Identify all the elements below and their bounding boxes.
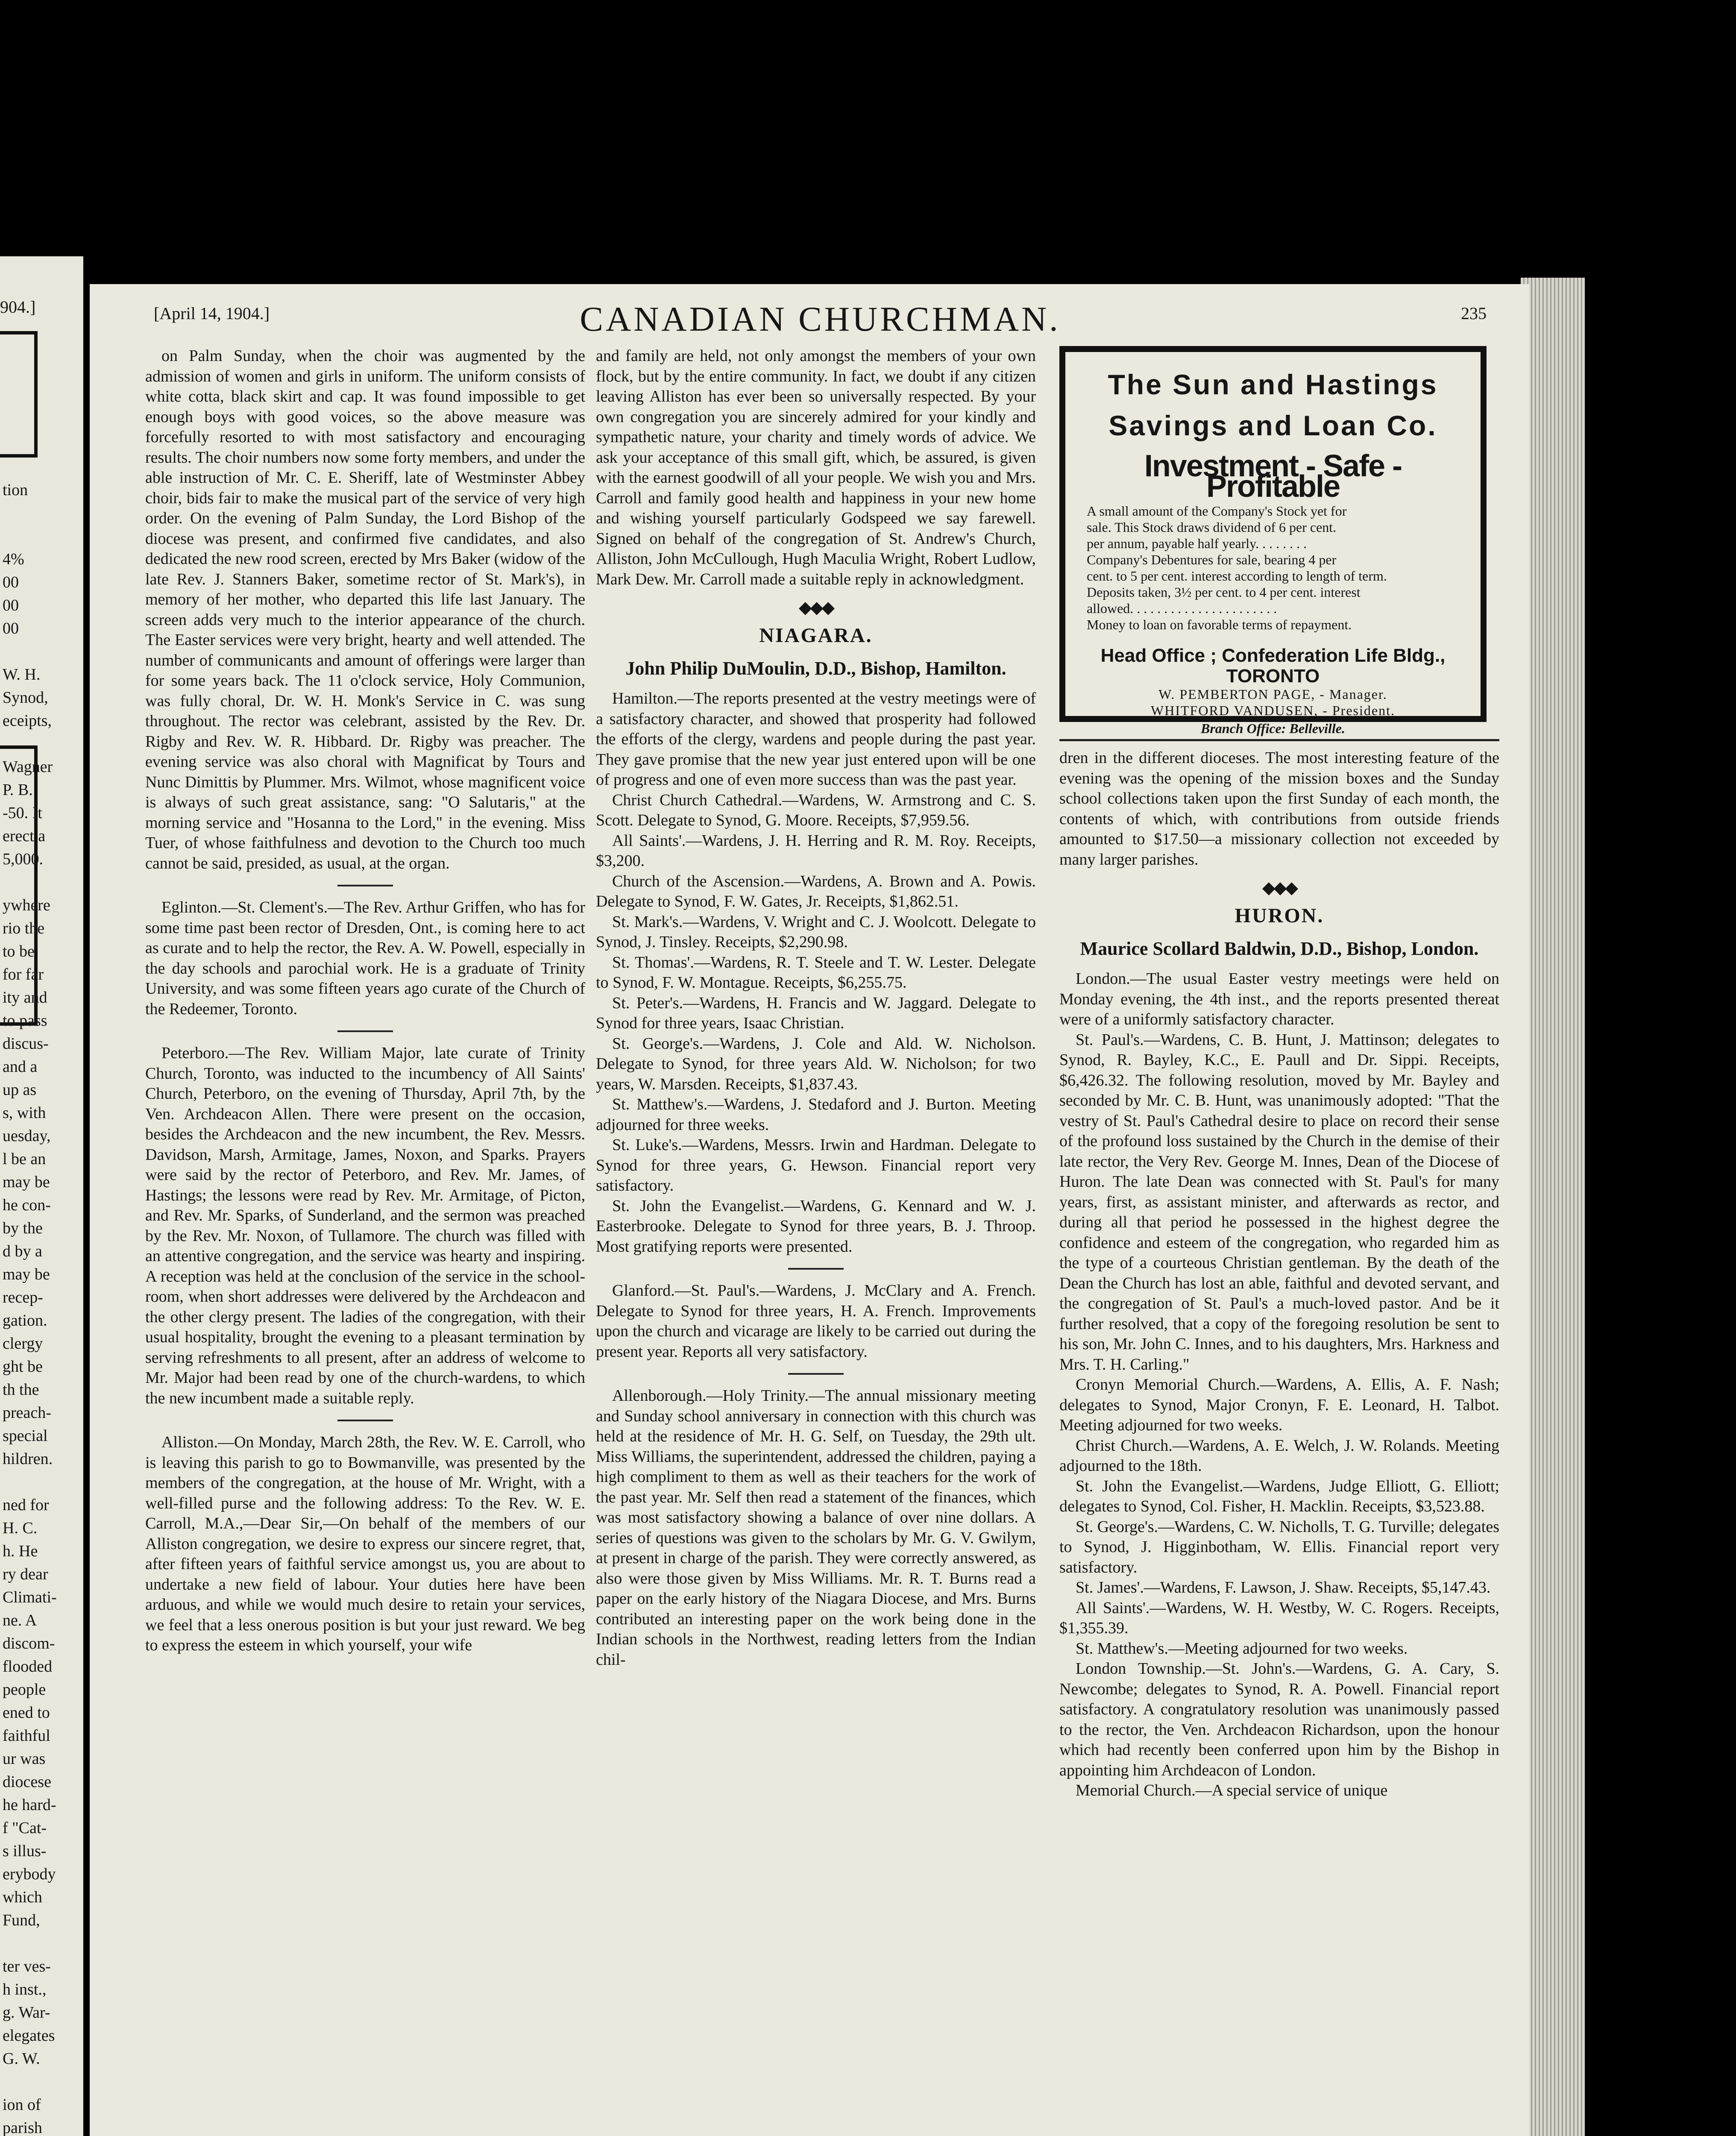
text-fragment: Fund, [3,1911,40,1929]
article-paragraph: St. James'.—Wardens, F. Lawson, J. Shaw. Receipts, $5,147.43. [1076,1579,1491,1596]
ornament-divider: ◆◆◆ [798,598,833,617]
section-rule [1059,739,1499,741]
vestry-reports [1059,969,1499,1801]
text-fragment: discom- [3,1634,55,1652]
diocese-heading: HURON. [1235,904,1324,927]
text-fragment: gation. [3,1312,47,1329]
section-divider [788,1373,844,1375]
article-paragraph: Hamilton.—The reports presented at the vestry meetings were of a satisfactory character, and showed that prosperity had followed the efforts of the clergy, wardens and people during the past year. They gave promise that the new year just entered upon will be one of progress and one of even more success than was the past year. [596,690,1036,789]
text-fragment: diocese [3,1773,51,1791]
text-fragment: parish [3,2119,42,2136]
article-paragraph: Christ Church.—Wardens, A. E. Welch, J. W. Rolands. Meeting adjourned to the 18th. [1059,1436,1499,1475]
text-fragment: to be [3,942,35,960]
column-3 [1059,346,1499,1801]
text-fragment: d by a [3,1242,42,1260]
text-fragment: g. War- [3,2004,50,2022]
article-paragraph: St. Thomas'.—Wardens, R. T. Steele and T. W. Lester. Delegate to Synod, F. W. Montague. Receipts, $6,255.75. [596,953,1036,992]
ad-text-line: A small amount of the Company's Stock yet for [1087,503,1347,519]
text-fragment: s, with [3,1104,46,1122]
section-divider [337,1420,393,1421]
text-fragment: ywhere [3,896,50,914]
issue-date: [April 14, 1904.] [154,304,270,323]
text-fragment: up as [3,1081,37,1099]
text-fragment: P. B. [3,781,33,799]
article-paragraph: St. John the Evangelist.—Wardens, G. Kennard and W. J. Easterbrooke. Delegate to Synod for three years, B. J. Throop. Most gratifying reports were presented. [596,1197,1036,1256]
text-fragment: l be an [3,1150,46,1168]
text-fragment: to pass [3,1012,47,1030]
text-fragment: ur was [3,1750,46,1768]
text-fragment: ne. A [3,1611,37,1629]
article-paragraph: St. Matthew's.—Meeting adjourned for two weeks. [1076,1639,1408,1658]
text-fragment: faithful [3,1727,50,1745]
article-paragraph: dren in the different dioceses. The most interesting feature of the evening was the opening of the mission boxes and the Sunday school collections taken upon the first Sunday of each month, the contents of which, with contributions from outside friends amounted to $17.50—a missionary collection not exceeded by many larger parishes. [1059,749,1499,868]
ad-text-line: sale. This Stock draws dividend of 6 per cent. [1087,519,1337,535]
ornament-divider: ◆◆◆ [1262,878,1297,897]
text-fragment: erybody [3,1865,56,1883]
text-fragment: 4% [3,550,24,568]
text-fragment: Synod, [3,689,48,707]
bishop-subheading: John Philip DuMoulin, D.D., Bishop, Hamilton. [625,658,1006,679]
text-fragment: 00 [3,619,19,637]
article-paragraph: Glanford.—St. Paul's.—Wardens, J. McClary and A. French. Delegate to Synod for three years, H. A. French. Improvements upon the church and vicarage are likely to be carried out during the present year. Reports all very satisfactory. [596,1282,1036,1361]
article-paragraph: Memorial Church.—A special service of unique [1076,1781,1388,1799]
text-fragment: ght be [3,1358,43,1376]
text-fragment: 00 [3,573,19,591]
diocese-heading: NIAGARA. [759,624,873,647]
adjacent-page-fragment [0,256,83,2136]
column-2 [596,346,1036,1670]
column-1 [145,346,585,1656]
article-paragraph: Christ Church Cathedral.—Wardens, W. Armstrong and C. S. Scott. Delegate to Synod, G. Moore. Receipts, $7,959.56. [596,791,1036,829]
text-fragment: elegates [3,2027,55,2045]
article-paragraph: St. Peter's.—Wardens, H. Francis and W. Jaggard. Delegate to Synod for three years, Isaac Christian. [596,994,1036,1032]
page-number: 235 [1461,304,1487,323]
text-fragment: recep- [3,1288,43,1306]
section-divider [337,1030,393,1032]
ad-head-office: Head Office ; Confederation Life Bldg., TORONTO [1100,645,1446,687]
text-fragment: eceipts, [3,712,52,730]
advertisement-box [1059,346,1487,736]
text-fragment: he hard- [3,1796,56,1814]
text-fragment: W. H. [3,666,41,684]
text-fragment: rio the [3,919,45,937]
article-paragraph: St. John the Evangelist.—Wardens, Judge Elliott, G. Elliott; delegates to Synod, Col. Fisher, H. Macklin. Receipts, $3,523.88. [1059,1477,1499,1515]
text-fragment: by the [3,1219,43,1237]
text-fragment: 5,000. [3,850,43,868]
masthead-title: CANADIAN CHURCHMAN. [580,299,1061,338]
article-paragraph: Cronyn Memorial Church.—Wardens, A. Ellis, A. F. Nash; delegates to Synod, Major Cronyn, F. E. Leonard, H. Talbot. Meeting adjourned for two weeks. [1059,1376,1499,1434]
text-fragment: which [3,1888,42,1906]
text-fragment: tion [3,481,28,499]
vestry-reports [596,689,1036,1257]
article-paragraph: St. Luke's.—Wardens, Messrs. Irwin and Hardman. Delegate to Synod for three years, G. Hewson. Financial report very satisfactory. [596,1136,1036,1194]
article-paragraph: St. George's.—Wardens, J. Cole and Ald. W. Nicholson. Delegate to Synod, for three years Ald. W. Nicholson; for two years, W. Marsden. Receipts, $1,837.43. [596,1034,1036,1093]
ad-text-line: Deposits taken, 3½ per cent. to 4 per cent. interest [1087,584,1361,600]
article-paragraph: London Township.—St. John's.—Wardens, G. A. Cary, S. Newcombe; delegates to Synod, R. A. Powell. Financial report satisfactory. A congratulatory resolution was unanimously passed to the rector, the Ven. Archdeacon Richardson, upon the honour which had recently been conferred upon him by the Bishop in appointing him Archdeacon of London. [1059,1660,1499,1779]
article-paragraph: All Saints'.—Wardens, J. H. Herring and R. M. Roy. Receipts, $3,200. [596,831,1036,870]
text-fragment: hildren. [3,1450,53,1468]
ad-text-line: cent. to 5 per cent. interest according to length of term. [1087,568,1387,584]
text-fragment: Wagner [3,758,53,776]
text-fragment: -50. It [3,804,42,822]
ad-text-line: Money to loan on favorable terms of repayment. [1087,617,1352,632]
article-paragraph: St. Matthew's.—Wardens, J. Stedaford and J. Burton. Meeting adjourned for three weeks. [596,1095,1036,1134]
text-fragment: he con- [3,1196,51,1214]
text-fragment: H. C. [3,1519,38,1537]
ad-text-line: Company's Debentures for sale, bearing 4 per [1087,552,1337,567]
article-paragraph: and family are held, not only amongst the members of your own flock, but by the entire community. In fact, we doubt if any citizen leaving Alliston has ever been so universally respected. By your own congregation you are sincerely admired for your kindly and sympathetic nature, your charity and timely words of advice. We ask your acceptance of this small gift, which, be assured, is given with the earnest goodwill of all your people. We wish you and Mrs. Carroll and family good health and happiness in your new home and wishing yourself particularly Godspeed we say farewell. Signed on behalf of the congregation of St. Andrew's Church, Alliston, John McCullough, Hugh Maculia Wright, Robert Ludlow, Mark Dew. Mr. Carroll made a suitable reply in acknowledgment. [596,347,1036,588]
article-paragraph: Eglinton.—St. Clement's.—The Rev. Arthur Griffen, who has for some time past been rector of Dresden, Ont., is coming here to act as curate and to help the rector, the Rev. A. W. Powell, especially in the day schools and parochial work. He is a graduate of Trinity University, and was some fifteen years ago curate of the Church of the Redeemer, Toronto. [145,898,585,1018]
adjacent-ad-border [0,331,38,458]
ad-body [1078,503,1468,633]
text-fragment: clergy [3,1335,43,1353]
text-fragment: people [3,1681,46,1699]
article-paragraph: St. George's.—Wardens, C. W. Nicholls, T. G. Turville; delegates to Synod, J. Higginbotham, W. Ellis. Financial report very satisfactory. [1059,1517,1499,1576]
text-fragment: h inst., [3,1980,47,1998]
article-paragraph: St. Paul's.—Wardens, C. B. Hunt, J. Mattinson; delegates to Synod, R. Bayley, K.C., E. Paull and Dr. Sippi. Receipts, $6,426.32. The following resolution, moved by Mr. Bayley and seconded by Mr. C. B. Hunt, was unanimously adopted: "That the vestry of St. Paul's Cathedral desire to place on record their sense of the profound loss sustained by the Church in the demise of their late rector, the Very Rev. George M. Innes, Dean of the Diocese of Huron. The late Dean was connected with St. Paul's for many years, first, as assistant minister, and afterwards as rector, and during all that period he possessed in the highest degree the confidence and esteem of the congregation, who regarded him as the type of a courteous Christian gentleman. By the death of the Dean the Church has lost an able, faithful and devoted servant, and the congregation of St. Paul's a much-loved pastor. And be it further resolved, that a copy of the foregoing resolution be sent to his son, Mr. John C. Innes, and to his daughters, Mrs. Harkness and Mrs. T. H. Carling." [1059,1030,1499,1373]
text-fragment: ry dear [3,1565,48,1583]
book-page-edges [1521,278,1585,2136]
article-paragraph: Allenborough.—Holy Trinity.—The annual missionary meeting and Sunday school anniversary in connection with this church was held at the residence of Mr. H. G. Self, on Tuesday, the 29th ult. Miss Williams, the superintendent, addressed the children, paying a high compliment to them as well as their teachers for the work of the past year. Mr. Self then read a statement of the finances, which was most satisfactory showing a balance of over nine dollars. A series of questions was given to the scholars by Mr. G. V. Gwilym, at present in charge of the parish. They were correctly answered, as also were those given by Miss Williams. Mr. R. T. Burns read a paper on the early history of the Niagara Diocese, and Mrs. Burns contributed an interesting paper on the work being done in the Indian schools in the Northwest, reading letters from the Indian chil- [596,1387,1036,1669]
article-paragraph: Peterboro.—The Rev. William Major, late curate of Trinity Church, Toronto, was inducted to the incumbency of All Saints' Church, Peterboro, on the evening of Thursday, April 7th, by the Ven. Archdeacon Allen. There were present on the occasion, besides the Archdeacon and the new incumbent, the Rev. Messrs. Davidson, Marsh, Armitage, James, Noxon, and Sparks. Prayers were said by the rector of Peterboro, and Rev. Mr. James, of Hastings; the lessons were read by Rev. Mr. Armitage, of Picton, and Rev. Mr. Sparks, of Sunderland, and the sermon was preached by the Rev. Mr. Noxon, of Tullamore. The church was filled with an attentive congregation, and the service was hearty and inspiring. A reception was held at the conclusion of the service in the school-room, when short addresses were delivered by the Archdeacon and the other clergy present. The ladies of the congregation, with their usual hospitality, brought the evening to a pleasant termination by serving refreshments to all present, after an address of welcome to Mr. Major had been read by one of the church-wardens, to which the new incumbent made a suitable reply. [145,1044,585,1407]
ad-company-name: The Sun and Hastings [1108,369,1438,400]
text-fragment: uesday, [3,1127,51,1145]
ad-text-line: per annum, payable half yearly. . . . . . . . [1087,536,1307,551]
article-paragraph: Alliston.—On Monday, March 28th, the Rev. W. E. Carroll, who is leaving this parish to go to Bowmanville, was presented by the members of the congregation, at the house of Mr. Wright, with a well-filled purse and the following address: To the Rev. W. E. Carroll, M.A.,—Dear Sir,—On behalf of the members of our Alliston congregation, we desire to express our sincere regret, that, after fifteen years of faithful service amongst us, you are about to undertake a new field of labour. Your duties here have been arduous, and while we would much desire to retain your services, we feel that a less onerous position is but your just reward. We beg to express the esteem in which yourself, your wife [145,1433,585,1654]
section-divider [788,1268,844,1270]
text-fragment: and a [3,1058,38,1076]
section-divider [337,885,393,886]
text-fragment: s illus- [3,1842,47,1860]
text-fragment: flooded [3,1658,53,1675]
text-fragment: ened to [3,1704,50,1722]
text-fragment: discus- [3,1035,49,1053]
text-fragment: Climati- [3,1588,57,1606]
ad-text-line: allowed. . . . . . . . . . . . . . . . . . . . . . [1087,601,1277,616]
article-paragraph: St. Mark's.—Wardens, V. Wright and C. J. Woolcott. Delegate to Synod, J. Tinsley. Receipts, $2,290.98. [596,912,1036,951]
text-fragment: may be [3,1173,50,1191]
ad-officer: WHITFORD VANDUSEN, - President. [1151,703,1395,718]
text-fragment: may be [3,1265,50,1283]
ad-company-name: Savings and Loan Co. [1108,410,1437,441]
text-fragment: h. He [3,1542,38,1560]
text-fragment: for far [3,965,44,983]
text-fragment: preach- [3,1404,51,1422]
text-fragment: ion of [3,2096,41,2114]
page-header [154,299,1487,337]
text-fragment: ter ves- [3,1957,51,1975]
adjacent-page-header: 904.] [0,297,36,317]
ad-tagline: Investment - Safe - Profitable [1144,449,1402,504]
text-fragment: 00 [3,596,19,614]
article-paragraph: London.—The usual Easter vestry meetings were held on Monday evening, the 4th inst., and the reports presented thereat were of a uniformly satisfactory character. [1059,970,1499,1028]
text-fragment: th the [3,1381,39,1399]
article-paragraph: All Saints'.—Wardens, W. H. Westby, W. C. Rogers. Receipts, $1,355.39. [1059,1599,1499,1637]
article-paragraph: Church of the Ascension.—Wardens, A. Brown and A. Powis. Delegate to Synod, F. W. Gates, Jr. Receipts, $1,862.51. [596,872,1036,910]
text-fragment: ned for [3,1496,49,1514]
text-fragment: ity and [3,989,47,1006]
text-fragment: erect a [3,827,46,845]
bishop-subheading: Maurice Scollard Baldwin, D.D., Bishop, London. [1080,938,1479,959]
text-fragment: G. W. [3,2050,40,2068]
text-fragment: f "Cat- [3,1819,47,1837]
article-paragraph: on Palm Sunday, when the choir was augmented by the admission of women and girls in uniform. The uniform consists of white cotta, black skirt and cap. It was found impossible to get enough boys with good voices, so the above measure was forcefully resorted to with most satisfactory and encouraging results. The choir numbers now some forty members, and under the able instruction of Mr. C. E. Sheriff, late of Westminster Abbey choir, bids fair to make the musical part of the service of very high order. On the evening of Palm Sunday, the Lord Bishop of the diocese was present, and confirmed five candidates, and also dedicated the new rood screen, erected by Mrs Baker (widow of the late Rev. J. Stanners Baker, sometime rector of St. Mark's), in memory of her mother, who departed this life last January. The screen adds very much to the interior appearance of the church. The Easter services were very bright, hearty and well attended. The number of communicants and amount of offerings were larger than for some years back. The 11 o'clock service, Holy Communion, was fully choral, Dr. W. H. Monk's Service in C. was sung throughout. The rector was celebrant, assisted by the Rev. Dr. Rigby and Rev. W. R. Hibbard. Dr. Rigby was preacher. The evening service was also choral with Magnificat by Tours and Nunc Dimittis by Plummer. Mrs. Wilmot, whose magnificent voice is always of such great assistance, sang: "O Salutaris," at the morning service and "Hosanna to the Lord," in the evening. Miss Tuer, of whose faithfulness and devotion to the Church too much cannot be said, presided, as usual, at the organ. [145,347,585,872]
text-fragment: special [3,1427,48,1445]
ad-officer: W. PEMBERTON PAGE, - Manager. [1158,687,1387,702]
ad-branch-office: Branch Office: Belleville. [1201,721,1345,736]
newspaper-page [90,284,1529,2136]
